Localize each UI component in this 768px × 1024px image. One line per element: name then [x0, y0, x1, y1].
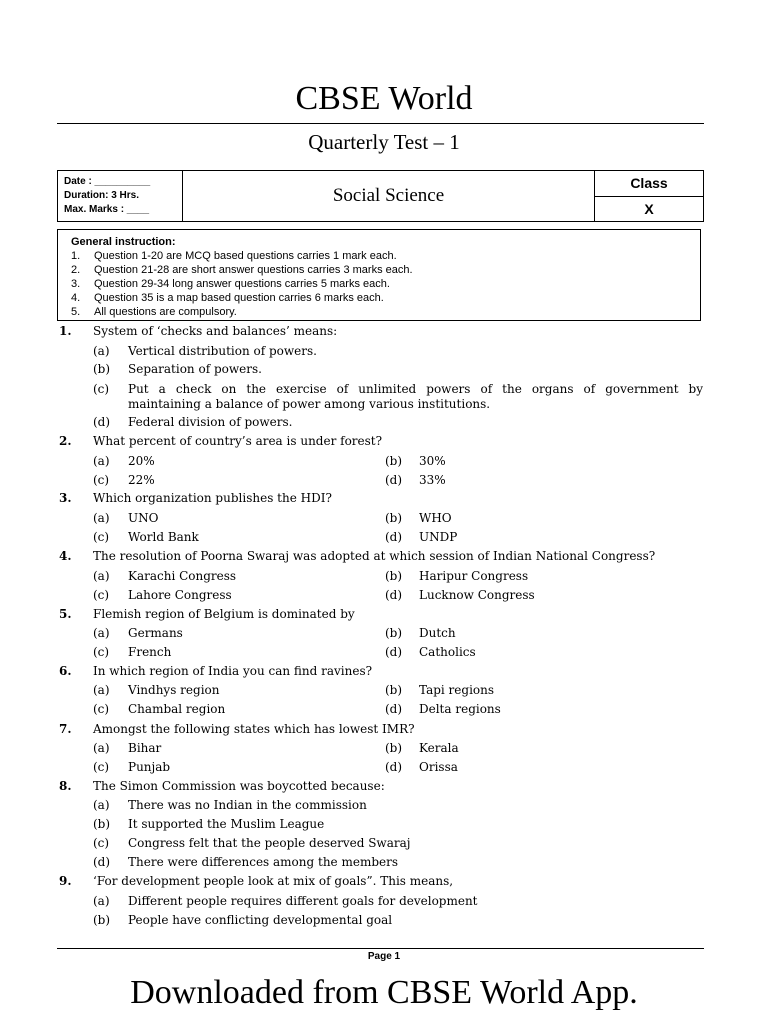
- exam-header-table: [57, 170, 704, 222]
- option-label: (b): [93, 913, 111, 927]
- option-text: Delta regions: [419, 702, 501, 716]
- question-text: The Simon Commission was boycotted because:: [93, 779, 385, 793]
- page-number: Page 1: [367, 951, 401, 962]
- option-label: (a): [93, 741, 110, 755]
- download-notice: Downloaded from CBSE World App.: [130, 974, 638, 1011]
- option-text: 33%: [419, 473, 446, 487]
- footer-divider: [57, 948, 704, 949]
- question-text: ‘For development people look at mix of goals”. This means,: [93, 874, 454, 888]
- option-label: (b): [385, 569, 403, 583]
- question-number: 6.: [59, 664, 72, 678]
- option-text: Karachi Congress: [128, 569, 237, 583]
- option-label: (c): [93, 702, 110, 716]
- option-text: There was no Indian in the commission: [128, 798, 367, 812]
- option-text: Catholics: [419, 645, 476, 659]
- question-number: 4.: [59, 549, 72, 563]
- option-label: (a): [93, 798, 110, 812]
- question-number: 2.: [59, 434, 72, 448]
- instruction-item: 4. Question 35 is a map based question carries 6 marks each.: [71, 292, 384, 304]
- test-subtitle: Quarterly Test – 1: [308, 130, 460, 154]
- option-text: People have conflicting developmental goal: [128, 913, 393, 927]
- document-title: CBSE World: [295, 80, 473, 117]
- question-number: 3.: [59, 491, 72, 505]
- question-text: Flemish region of Belgium is dominated by: [93, 607, 355, 621]
- option-label: (a): [93, 344, 110, 358]
- question-number: 7.: [59, 722, 72, 736]
- option-text: UNDP: [419, 530, 458, 544]
- instruction-item: 2. Question 21-28 are short answer questions carries 3 marks each.: [71, 264, 413, 276]
- option-text: 20%: [128, 454, 155, 468]
- option-label: (c): [93, 588, 110, 602]
- option-label: (b): [93, 817, 111, 831]
- option-label: (d): [93, 415, 111, 429]
- option-label: (b): [385, 683, 403, 697]
- question-number: 9.: [59, 874, 72, 888]
- option-text: 22%: [128, 473, 155, 487]
- option-text: Kerala: [419, 741, 459, 755]
- title-divider: [57, 123, 704, 124]
- option-label: (d): [385, 588, 403, 602]
- question-number: 8.: [59, 779, 72, 793]
- option-text: It supported the Muslim League: [128, 817, 325, 831]
- option-label: (d): [385, 473, 403, 487]
- option-text: Germans: [128, 626, 183, 640]
- option-text: Tapi regions: [419, 683, 495, 697]
- option-text: Put a check on the exercise of unlimited powers of the organs of government by: [128, 382, 703, 396]
- option-text-continued: maintaining a balance of power among various institutions.: [128, 397, 491, 411]
- question-text: Which organization publishes the HDI?: [93, 491, 332, 505]
- option-label: (c): [93, 836, 110, 850]
- question-text: In which region of India you can find ravines?: [93, 664, 373, 678]
- option-label: (d): [385, 645, 403, 659]
- instruction-item: 1. Question 1-20 are MCQ based questions carries 1 mark each.: [71, 250, 397, 262]
- option-text: Different people requires different goals for development: [128, 894, 478, 908]
- option-text: Dutch: [419, 626, 456, 640]
- option-text: Lahore Congress: [128, 588, 232, 602]
- option-text: 30%: [419, 454, 446, 468]
- option-label: (c): [93, 473, 110, 487]
- exam-meta: [58, 171, 183, 222]
- option-label: (b): [93, 362, 111, 376]
- option-text: French: [128, 645, 172, 659]
- subject-name: Social Science: [183, 171, 595, 222]
- option-label: (b): [385, 741, 403, 755]
- option-text: UNO: [128, 511, 159, 525]
- option-text: Separation of powers.: [128, 362, 262, 376]
- option-label: (c): [93, 645, 110, 659]
- option-label: (c): [93, 530, 110, 544]
- option-label: (a): [93, 626, 110, 640]
- option-label: (d): [385, 702, 403, 716]
- option-label: (a): [93, 894, 110, 908]
- option-text: Punjab: [128, 760, 171, 774]
- option-text: World Bank: [128, 530, 199, 544]
- question-number: 5.: [59, 607, 72, 621]
- duration-field: Duration: 3 Hrs.: [64, 190, 140, 201]
- date-field: Date : __________: [64, 176, 151, 187]
- option-text: Lucknow Congress: [419, 588, 535, 602]
- option-label: (d): [93, 855, 111, 869]
- option-text: There were differences among the members: [128, 855, 399, 869]
- option-label: (b): [385, 454, 403, 468]
- instruction-item: 5. All questions are compulsory.: [71, 306, 237, 318]
- option-label: (b): [385, 626, 403, 640]
- question-text: What percent of country’s area is under forest?: [93, 434, 383, 448]
- question-text: System of ‘checks and balances’ means:: [93, 324, 338, 338]
- option-label: (a): [93, 511, 110, 525]
- option-text: Vertical distribution of powers.: [128, 344, 317, 358]
- instructions-heading: General instruction:: [71, 236, 176, 248]
- question-number: 1.: [59, 324, 72, 338]
- option-label: (d): [385, 760, 403, 774]
- option-text: Chambal region: [128, 702, 226, 716]
- option-label: (b): [385, 511, 403, 525]
- option-text: WHO: [419, 511, 452, 525]
- option-text: Orissa: [419, 760, 458, 774]
- class-value: X: [595, 196, 704, 222]
- option-text: Federal division of powers.: [128, 415, 293, 429]
- general-instructions-box: [57, 229, 701, 321]
- option-label: (c): [93, 382, 110, 396]
- option-text: Vindhys region: [128, 683, 220, 697]
- option-text: Congress felt that the people deserved Swaraj: [128, 836, 411, 850]
- option-text: Haripur Congress: [419, 569, 529, 583]
- option-label: (a): [93, 683, 110, 697]
- option-label: (c): [93, 760, 110, 774]
- question-text: Amongst the following states which has lowest IMR?: [93, 722, 415, 736]
- instruction-item: 3. Question 29-34 long answer questions carries 5 marks each.: [71, 278, 390, 290]
- class-label: Class: [595, 171, 704, 197]
- max-marks-field: Max. Marks : ____: [64, 204, 150, 215]
- option-text: Bihar: [128, 741, 162, 755]
- option-label: (a): [93, 569, 110, 583]
- question-text: The resolution of Poorna Swaraj was adopted at which session of Indian National Congress?: [93, 549, 656, 563]
- option-label: (a): [93, 454, 110, 468]
- option-label: (d): [385, 530, 403, 544]
